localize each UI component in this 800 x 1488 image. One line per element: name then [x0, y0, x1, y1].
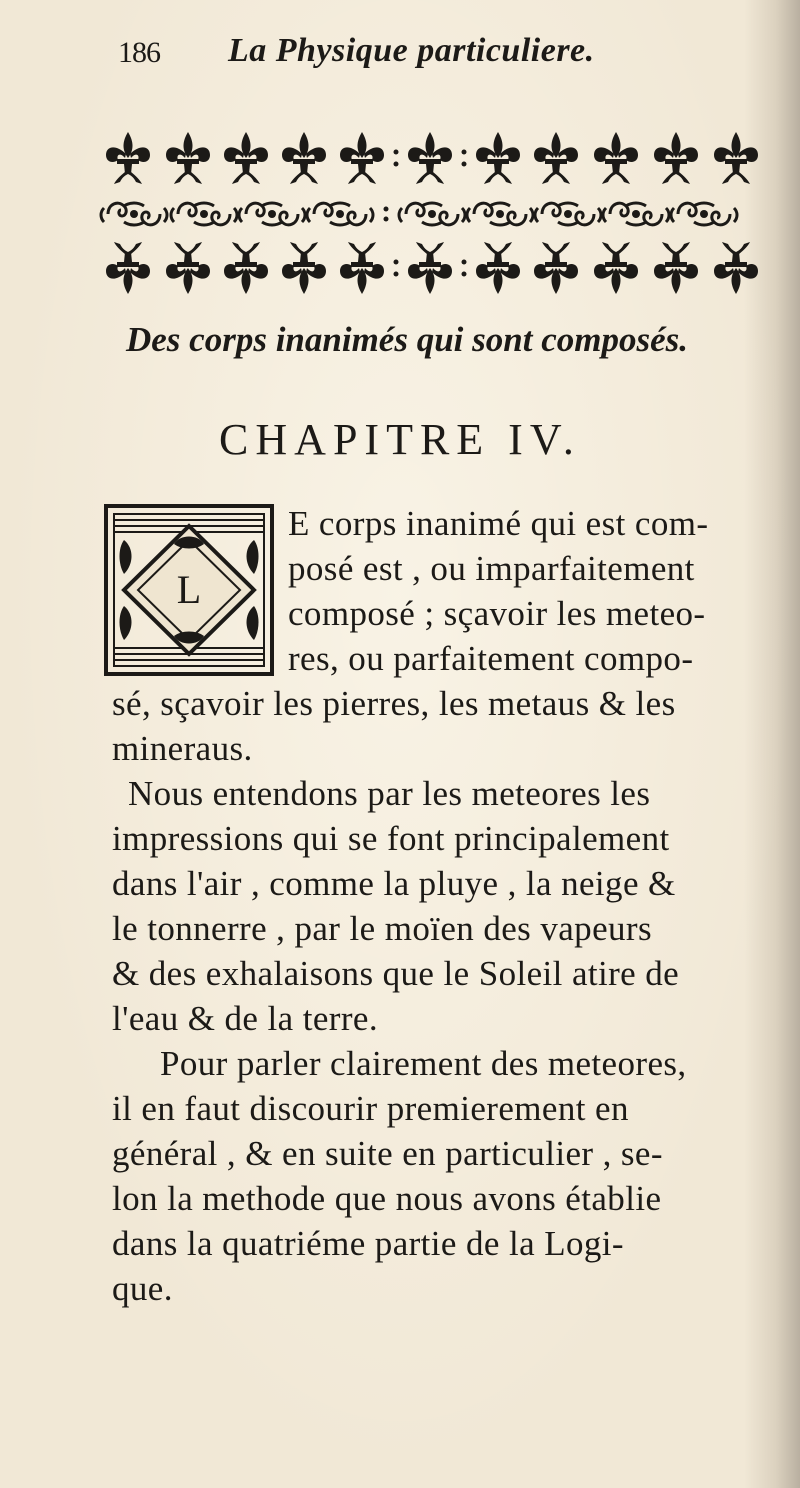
section-subtitle: Des corps inanimés qui sont composés. — [126, 320, 688, 359]
text-line: E corps inanimé qui est com- — [288, 504, 709, 543]
running-head: La Physique particuliere. — [228, 32, 595, 69]
page-number: 186 — [118, 36, 160, 69]
text-line: impressions qui se font principalement — [112, 819, 670, 858]
text-line: posé est , ou imparfaitement — [288, 549, 695, 588]
text-line: sé, sçavoir les pierres, les metaus & les — [112, 684, 676, 723]
dropcap-letter: L — [176, 567, 202, 612]
text-line: mineraus. — [112, 729, 253, 768]
text-line: Pour parler clairement des meteores, — [160, 1044, 687, 1083]
text-line: que. — [112, 1269, 173, 1308]
text-line: res, ou parfaitement compo- — [288, 639, 694, 678]
text-line: dans la quatriéme partie de la Logi- — [112, 1224, 624, 1263]
text-line: dans l'air , comme la pluye , la neige & — [112, 864, 676, 903]
chapter-title: CHAPITRE IV. — [219, 415, 581, 464]
text-line: & des exhalaisons que le Soleil atire de — [112, 954, 680, 993]
text-line: composé ; sçavoir les meteo- — [288, 594, 706, 633]
text-line: général , & en suite en particulier , se- — [112, 1134, 663, 1173]
text-line: Nous entendons par les meteores les — [128, 774, 651, 813]
text-line: il en faut discourir premierement en — [112, 1089, 629, 1128]
text-line: le tonnerre , par le moïen des vapeurs — [112, 909, 652, 948]
text-line: l'eau & de la terre. — [112, 999, 378, 1038]
text-line: lon la methode que nous avons établie — [112, 1179, 662, 1218]
